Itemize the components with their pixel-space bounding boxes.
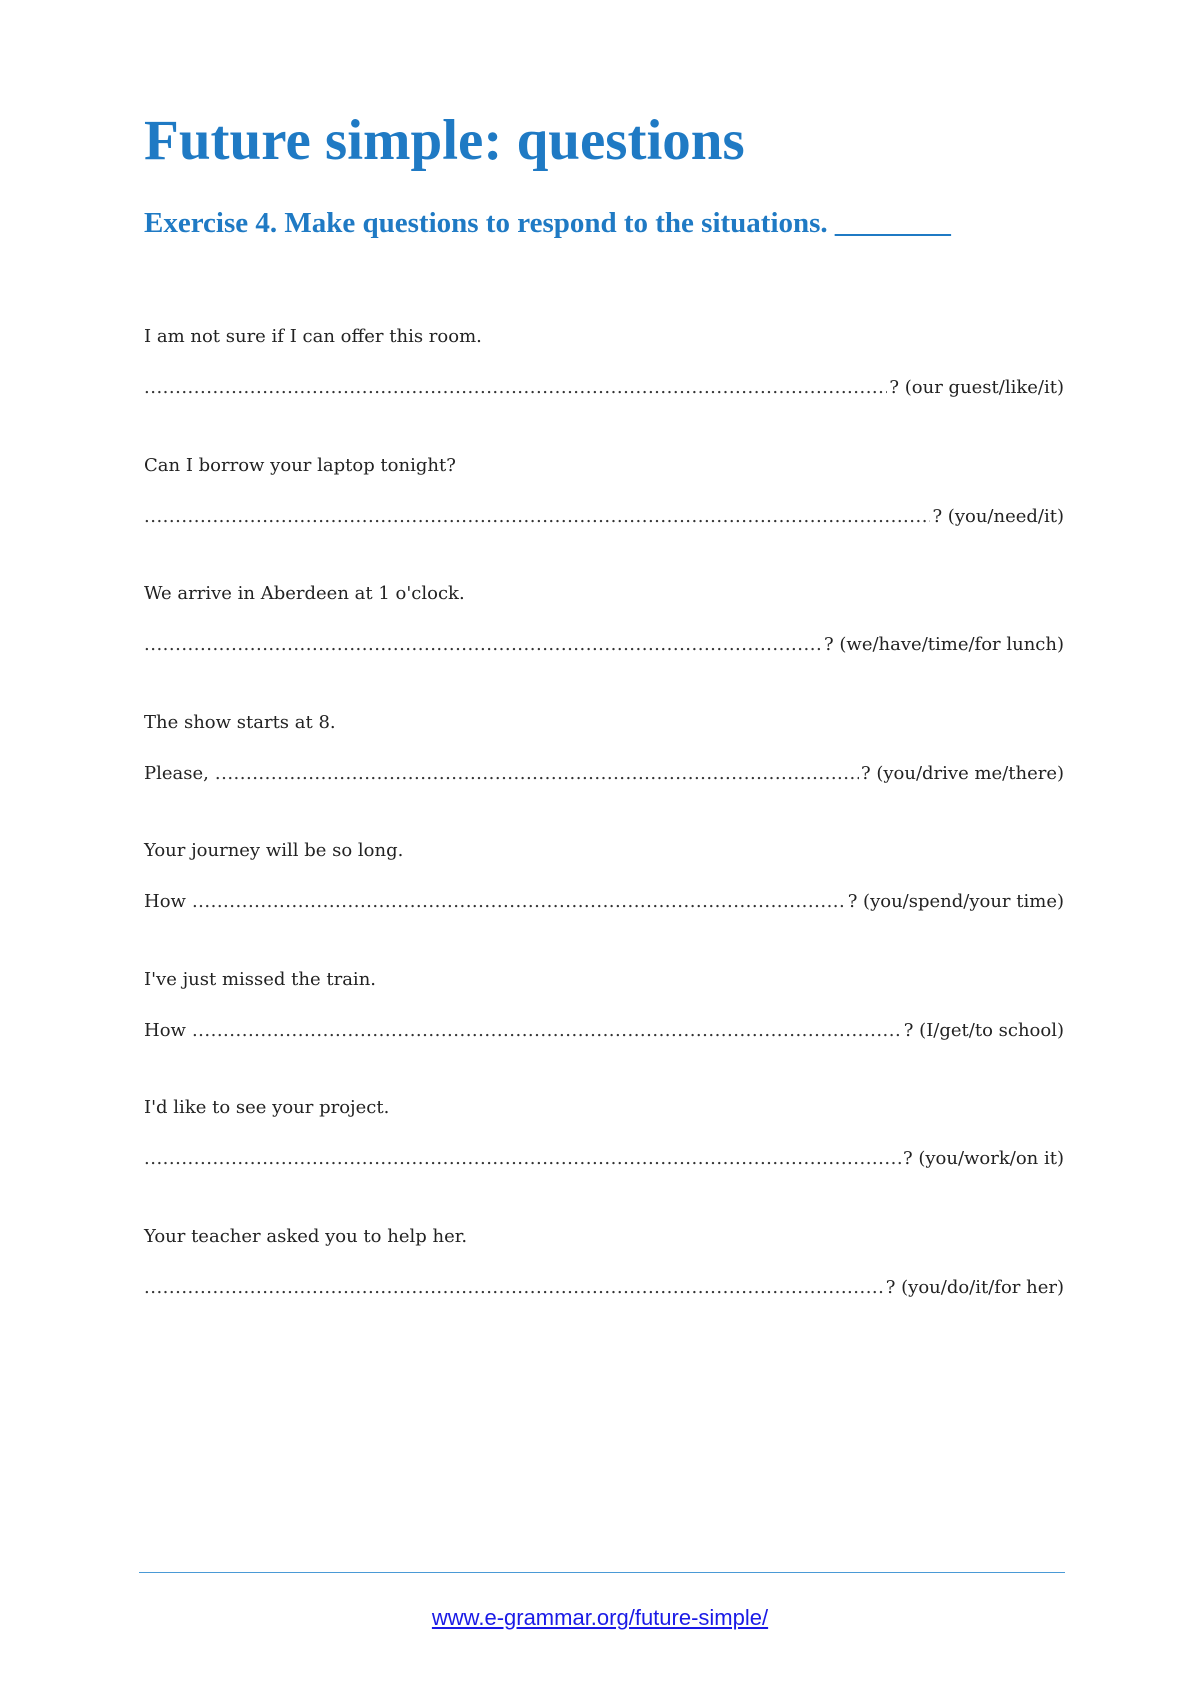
word-cue: ? (you/drive me/there) [860, 762, 1064, 784]
answer-prefix: Please, [144, 762, 209, 784]
footer-link[interactable]: www.e-grammar.org/future-simple/ [431, 1605, 769, 1630]
answer-line [144, 633, 1064, 657]
word-cue: ? (we/have/time/for lunch) [824, 634, 1064, 655]
exercise-item [144, 325, 1064, 454]
answer-line [144, 762, 1064, 786]
exercise-item [144, 1096, 1064, 1225]
word-cue: ? (you/do/it/for her) [885, 1276, 1064, 1298]
exercise-item [144, 582, 1064, 711]
word-cue: ? (you/spend/your time) [847, 891, 1064, 912]
exercise-list [144, 325, 1064, 1353]
situation-text: We arrive in Aberdeen at 1 o'clock. [144, 583, 465, 604]
word-cue: ? (our guest/like/it) [889, 377, 1064, 398]
page-title: Future simple: questions [144, 109, 745, 172]
answer-prefix: How [144, 1019, 186, 1041]
exercise-item [144, 839, 1064, 968]
exercise-item [144, 711, 1064, 840]
answer-blank[interactable] [144, 1276, 884, 1300]
situation-text: I'd like to see your project. [144, 1097, 390, 1118]
answer-line [144, 890, 1064, 914]
answer-line [144, 1147, 1064, 1171]
answer-blank[interactable] [215, 762, 859, 786]
answer-blank[interactable] [192, 1019, 902, 1043]
situation-text: I am not sure if I can offer this room. [144, 326, 482, 347]
answer-prefix: How [144, 891, 186, 912]
footer-divider [139, 1572, 1065, 1573]
situation-text: I've just missed the train. [144, 968, 377, 990]
exercise-item [144, 454, 1064, 583]
exercise-item [144, 968, 1064, 1097]
word-cue: ? (you/work/on it) [902, 1148, 1064, 1169]
answer-blank[interactable] [144, 633, 822, 657]
situation-text: Your teacher asked you to help her. [144, 1225, 468, 1247]
answer-line [144, 1019, 1064, 1043]
answer-blank[interactable] [144, 376, 887, 400]
situation-text: Your journey will be so long. [144, 840, 404, 861]
answer-line [144, 376, 1064, 400]
situation-text: The show starts at 8. [144, 711, 336, 733]
answer-blank[interactable] [192, 890, 846, 914]
exercise-heading: Exercise 4. Make questions to respond to the situations. ________ [144, 207, 951, 239]
word-cue: ? (you/need/it) [932, 505, 1064, 527]
word-cue: ? (I/get/to school) [903, 1019, 1064, 1041]
exercise-item [144, 1225, 1064, 1354]
answer-blank[interactable] [144, 505, 930, 529]
answer-line [144, 1276, 1064, 1300]
answer-line [144, 505, 1064, 529]
situation-text: Can I borrow your laptop tonight? [144, 454, 456, 476]
answer-blank[interactable] [144, 1147, 901, 1171]
